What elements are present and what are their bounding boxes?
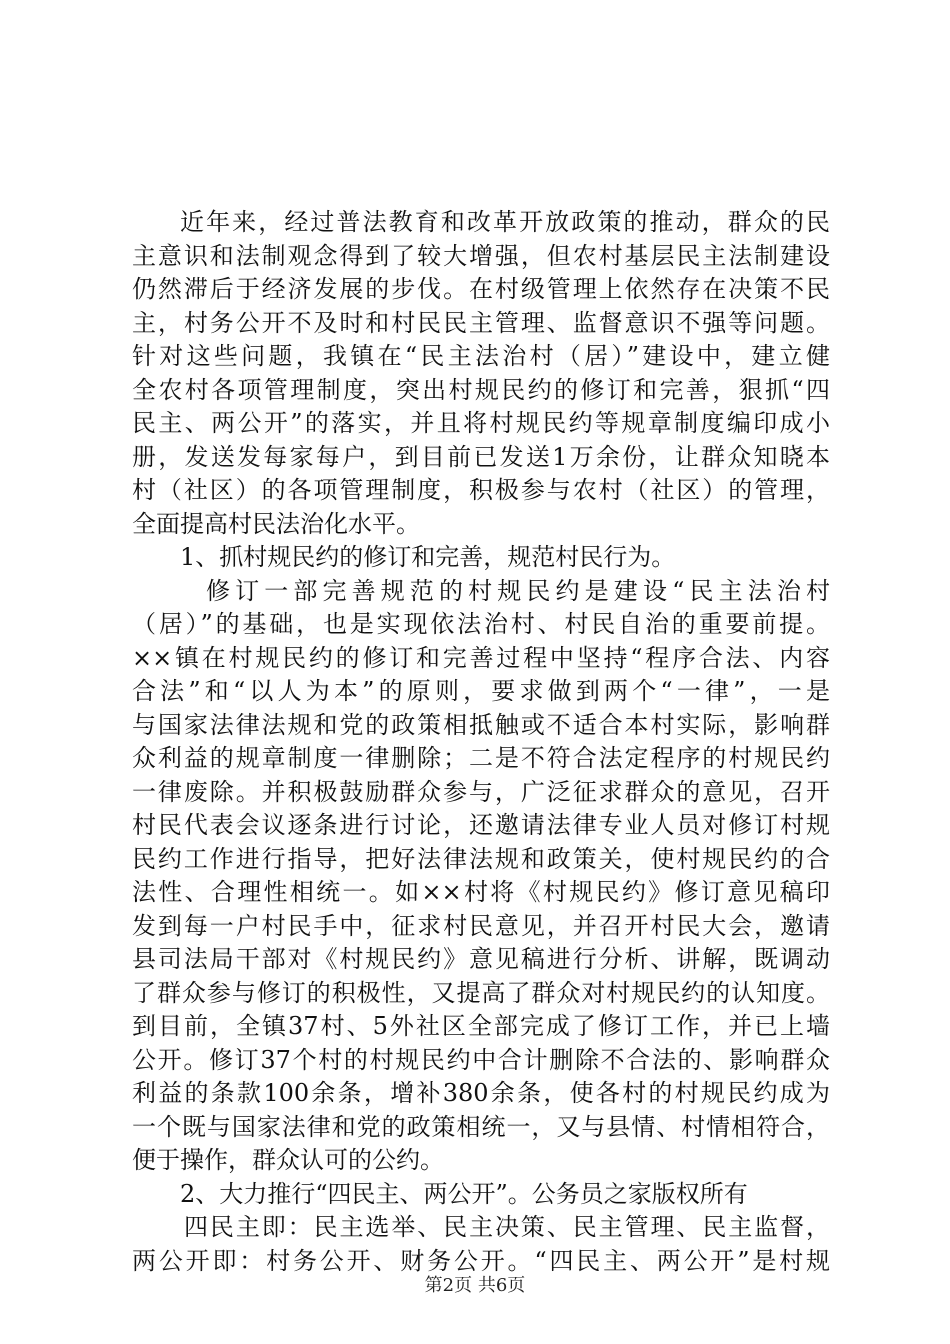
section-heading: 1、抓村规民约的修订和完善，规范村民行为。 bbox=[180, 543, 676, 571]
paragraph-line: 全面提高村民法治化水平。 bbox=[132, 509, 420, 538]
paragraph-line: 全农村各项管理制度，突出村规民约的修订和完善，狠抓“四 bbox=[132, 375, 830, 404]
paragraph-line: 众利益的规章制度一律删除；二是不符合法定程序的村规民约 bbox=[132, 744, 830, 772]
paragraph-line: 民约工作进行指导，把好法律法规和政策关，使村规民约的合 bbox=[132, 844, 830, 873]
paragraph-line: 一律废除。并积极鼓励群众参与，广泛征求群众的意见，召开 bbox=[132, 777, 830, 806]
paragraph-line: 县司法局干部对《村规民约》意见稿进行分析、讲解，既调动 bbox=[132, 945, 830, 973]
paragraph-line: 法性、合理性相统一。如××村将《村规民约》修订意见稿印 bbox=[132, 878, 830, 906]
paragraph-line: 村（社区）的各项管理制度，积极参与农村（社区）的管理， bbox=[132, 476, 830, 504]
paragraph-line: 册，发送发每家每户，到目前已发送1万余份，让群众知晓本 bbox=[132, 442, 830, 471]
paragraph-line: 两公开即：村务公开、财务公开。“四民主、两公开”是村规 bbox=[132, 1246, 830, 1275]
paragraph-line: 修订一部完善规范的村规民约是建设“民主法治村 bbox=[206, 576, 830, 605]
paragraph-line: 合法”和“以人为本”的原则，要求做到两个“一律”，一是 bbox=[132, 677, 830, 705]
paragraph-line: 了群众参与修订的积极性，又提高了群众对村规民约的认知度。 bbox=[132, 978, 830, 1007]
paragraph-line: 仍然滞后于经济发展的步伐。在村级管理上依然存在决策不民 bbox=[132, 275, 830, 303]
paragraph-line: 近年来，经过普法教育和改革开放政策的推动，群众的民 bbox=[180, 208, 830, 236]
paragraph-line: 村民代表会议逐条进行讨论，还邀请法律专业人员对修订村规 bbox=[132, 811, 830, 839]
paragraph-line: 与国家法律法规和党的政策相抵触或不适合本村实际，影响群 bbox=[132, 710, 830, 739]
paragraph-line: 一个既与国家法律和党的政策相统一，又与县情、村情相符合， bbox=[132, 1112, 830, 1141]
paragraph-line: 主，村务公开不及时和村民民主管理、监督意识不强等问题。 bbox=[132, 308, 830, 337]
paragraph-line: 公开。修订37个村的村规民约中合计删除不合法的、影响群众 bbox=[132, 1045, 830, 1074]
paragraph-line: 民主、两公开”的落实，并且将村规民约等规章制度编印成小 bbox=[132, 409, 830, 437]
page-number-footer: 第2页 共6页 bbox=[424, 1275, 526, 1296]
paragraph-line: 四民主即：民主选举、民主决策、民主管理、民主监督， bbox=[184, 1213, 830, 1241]
paragraph-line: 主意识和法制观念得到了较大增强，但农村基层民主法制建设 bbox=[132, 241, 830, 270]
paragraph-line: 便于操作，群众认可的公约。 bbox=[132, 1146, 444, 1174]
paragraph-line: 到目前，全镇37村、5外社区全部完成了修订工作，并已上墙 bbox=[132, 1012, 830, 1040]
paragraph-line: （居）”的基础，也是实现依法治村、村民自治的重要前提。 bbox=[132, 610, 830, 638]
paragraph-line: 发到每一户村民手中，征求村民意见，并召开村民大会，邀请 bbox=[132, 911, 830, 940]
section-heading: 2、大力推行“四民主、两公开”。公务员之家版权所有 bbox=[180, 1179, 748, 1208]
paragraph-line: ××镇在村规民约的修订和完善过程中坚持“程序合法、内容 bbox=[132, 643, 830, 672]
document-body bbox=[132, 206, 830, 1278]
paragraph-line: 利益的条款100余条，增补380余条，使各村的村规民约成为 bbox=[132, 1079, 830, 1107]
paragraph-line: 针对这些问题，我镇在“民主法治村（居）”建设中，建立健 bbox=[132, 342, 830, 370]
